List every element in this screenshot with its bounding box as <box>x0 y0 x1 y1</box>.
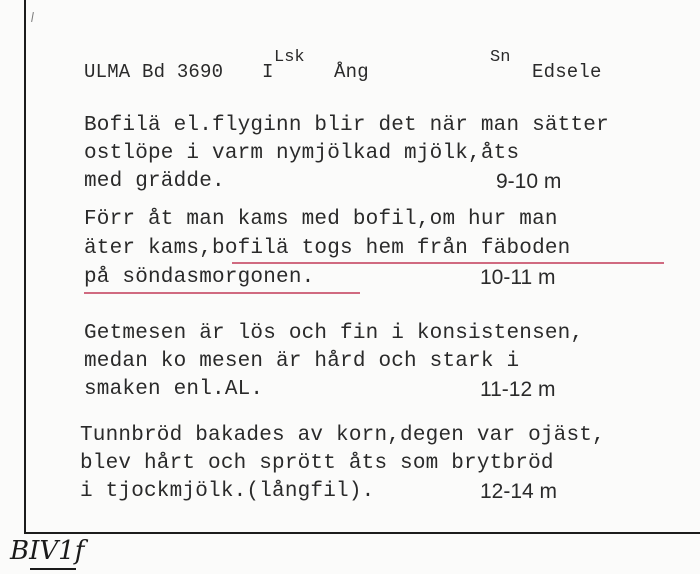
paragraph-1-ref: 9-10 m <box>496 170 562 193</box>
header-parish: Edsele <box>532 61 602 83</box>
paragraph-3-line-2: medan ko mesen är hård och stark i <box>84 350 520 373</box>
paragraph-4-line-2: blev hårt och sprött åts som brytbröd <box>80 452 554 475</box>
underline-2 <box>84 292 360 294</box>
paragraph-1-line-1: Bofilä el.flyginn blir det när man sätter <box>84 114 609 137</box>
paragraph-3-line-1: Getmesen är lös och fin i konsistensen, <box>84 322 584 345</box>
paragraph-2-ref: 10-11 m <box>480 266 556 289</box>
header-roman: I <box>262 61 274 83</box>
paragraph-2-line-1: Förr åt man kams med bofil,om hur man <box>84 208 558 231</box>
handwritten-classification: BIV1f <box>10 536 85 566</box>
paragraph-4-ref: 12-14 m <box>480 480 558 503</box>
paragraph-2-line-2: äter kams,bofilä togs hem från fäboden <box>84 237 571 260</box>
paragraph-4-line-3: i tjockmjölk.(långfil). <box>80 480 375 503</box>
paragraph-1-line-3: med grädde. <box>84 170 225 193</box>
paragraph-3-line-3: smaken enl.AL. <box>84 378 264 401</box>
header-sn-label: Sn <box>490 48 511 67</box>
header-archive: ULMA Bd 3690 <box>84 61 224 83</box>
paragraph-2-line-3: på söndasmorgonen. <box>84 266 315 289</box>
header-place: Ång <box>334 61 369 83</box>
paragraph-3-ref: 11-12 m <box>480 378 556 401</box>
paragraph-1-line-2: ostlöpe i varm nymjölkad mjölk,åts <box>84 142 520 165</box>
header-superscript: Lsk <box>274 48 305 67</box>
handwritten-underline <box>30 568 76 570</box>
paragraph-4-line-1: Tunnbröd bakades av korn,degen var ojäst, <box>80 424 605 447</box>
underline-1 <box>232 262 664 264</box>
